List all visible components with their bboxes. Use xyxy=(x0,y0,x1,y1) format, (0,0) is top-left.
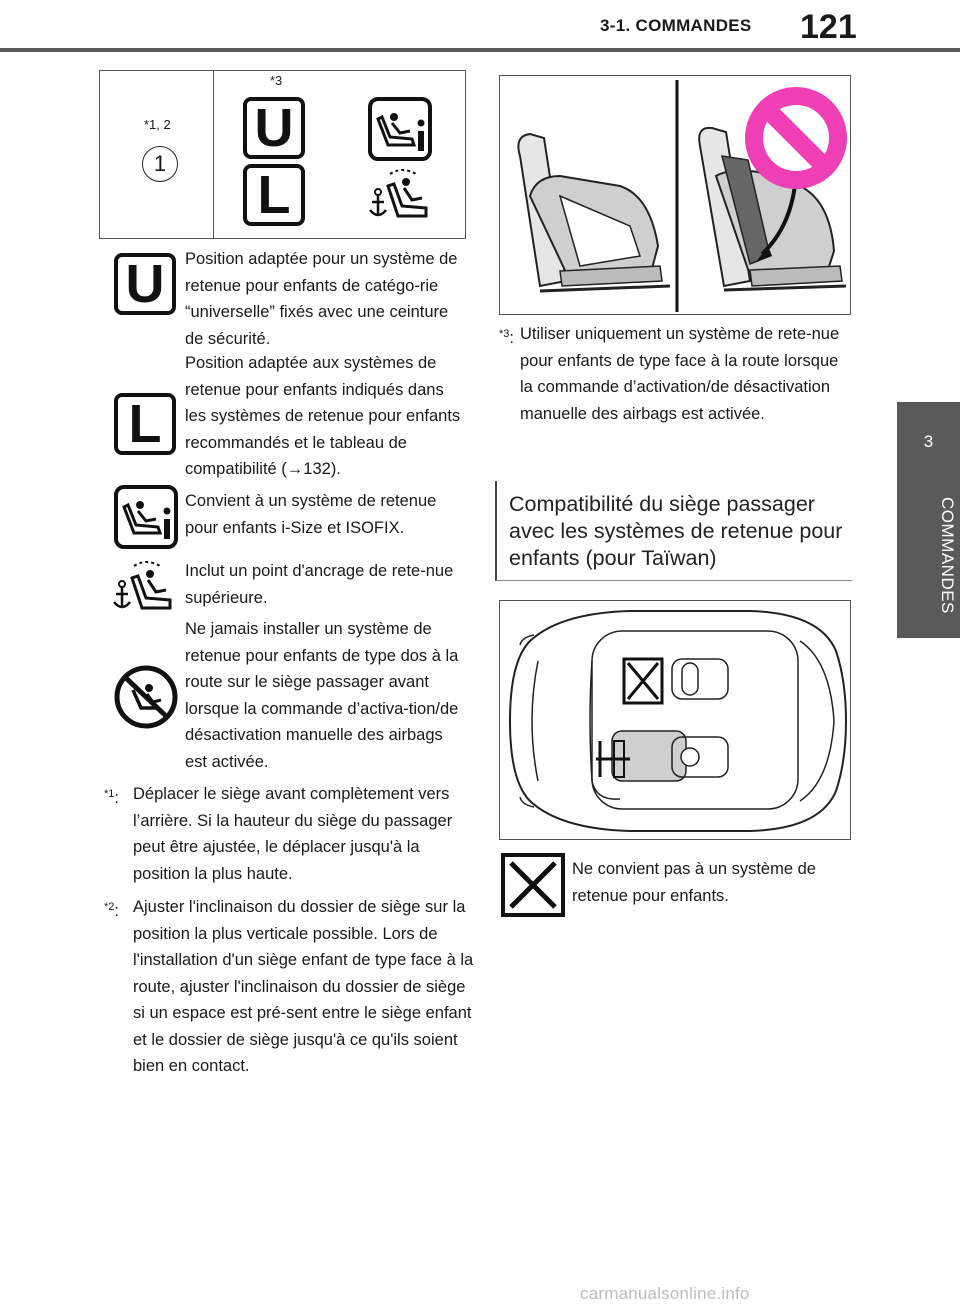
legend-table xyxy=(99,70,466,239)
seat-position-number: 1 xyxy=(153,151,167,176)
correct-seat-drawing xyxy=(518,134,670,291)
footnote-1-mark-text: *1 xyxy=(104,788,115,800)
footnote-3-mark-text: *3 xyxy=(499,328,510,340)
footnote-3-mark: $^{*3}$: xyxy=(499,328,514,347)
seat-position-circle xyxy=(142,146,178,182)
not-suitable-x-icon xyxy=(501,853,565,917)
footnote-2-text: Ajuster l'inclinaison du dossier de siège sur la position la plus verticale possible. Lors de l'installation d'un siège enfant de type face à la route, ajuster l'inclinaison du dossier de siège si un espace est pré-sent entre le siège enfant et le dossier de siège jusqu'à ce qu'ils soient bien en contact. xyxy=(133,898,474,1075)
chapter-side-tab xyxy=(897,402,960,638)
footnote-3 xyxy=(499,321,851,427)
seat-recline-illustration xyxy=(500,76,851,315)
item-text-isize: Convient à un système de retenue pour enfants i-Size et ISOFIX. xyxy=(185,492,437,537)
no-rear-facing-seat-icon xyxy=(113,664,179,730)
item-u-badge-letter: U xyxy=(125,254,165,314)
footnote-3-text: Utiliser uniquement un système de rete-nue pour enfants de type face à la route lorsque la commande d’activation/de désactivation manuelle des airbags est activée. xyxy=(520,325,840,423)
item-text-universal: Position adaptée pour un système de retenue pour enfants de catégo-rie “universelle” fixés avec une ceinture de sécurité. xyxy=(185,250,458,348)
universal-u-badge-icon xyxy=(243,97,305,159)
item-l-badge-icon xyxy=(114,393,176,455)
item-isize-isofix-seat-icon xyxy=(114,485,178,549)
item-universal-u-badge-icon xyxy=(114,253,176,315)
seat-recline-figure xyxy=(499,75,851,315)
footnote-1-text: Déplacer le siège avant complètement vers l’arrière. Si la hauteur du siège du passager peut être ajustée, le déplacer jusqu'à la position la plus haute. xyxy=(133,785,453,883)
footnote-2-mark: $^{*2}$: xyxy=(104,901,119,920)
page-number: 121 xyxy=(800,8,857,46)
top-tether-anchor-icon xyxy=(368,166,432,226)
section-heading-box xyxy=(495,481,852,581)
incorrect-seat-drawing xyxy=(699,128,846,290)
footnote-2-mark-text: *2 xyxy=(104,901,115,913)
isize-isofix-seat-icon xyxy=(368,97,432,161)
legend-note-right: *3 xyxy=(270,73,283,88)
footnote-2 xyxy=(104,894,474,1080)
legend-table-divider xyxy=(213,71,214,238)
watermark: carmanualsonline.info xyxy=(580,1284,750,1303)
chapter-number: 3 xyxy=(923,432,934,451)
header-rule xyxy=(0,48,960,52)
legend-note-left: *1, 2 xyxy=(144,117,171,132)
not-suitable-text: Ne convient pas à un système de retenue pour enfants. xyxy=(572,860,816,905)
item-text-no-rear-facing: Ne jamais installer un système de retenue pour enfants de type dos à la route sur le siège passager avant lorsque la commande d’activa-tion/de désactivation manuelle des airbags est activée. xyxy=(185,620,459,771)
section-heading: Compatibilité du siège passager avec les systèmes de retenue pour enfants (pour Taïwan) xyxy=(509,492,843,570)
car-top-view-illustration xyxy=(500,601,852,841)
item-top-tether-anchor-icon xyxy=(112,558,176,618)
chapter-label: COMMANDES xyxy=(938,497,957,614)
l-badge-icon xyxy=(243,164,305,226)
item-text-top-tether: Inclut un point d'ancrage de rete-nue supérieure. xyxy=(185,562,454,607)
footnote-1 xyxy=(104,781,474,887)
header-section-title: 3-1. COMMANDES xyxy=(600,16,752,35)
item-text-l-position: Position adaptée aux systèmes de retenue pour enfants indiqués dans les systèmes de retenue pour enfants recommandés et le tableau de compatibilité (→132). xyxy=(185,354,461,478)
car-top-view-figure xyxy=(499,600,851,840)
u-badge-letter: U xyxy=(254,98,294,158)
prohibited-symbol-icon xyxy=(754,96,838,180)
l-badge-letter: L xyxy=(257,165,291,225)
footnote-1-mark: $^{*1}$: xyxy=(104,788,119,807)
item-l-badge-letter: L xyxy=(128,394,162,454)
